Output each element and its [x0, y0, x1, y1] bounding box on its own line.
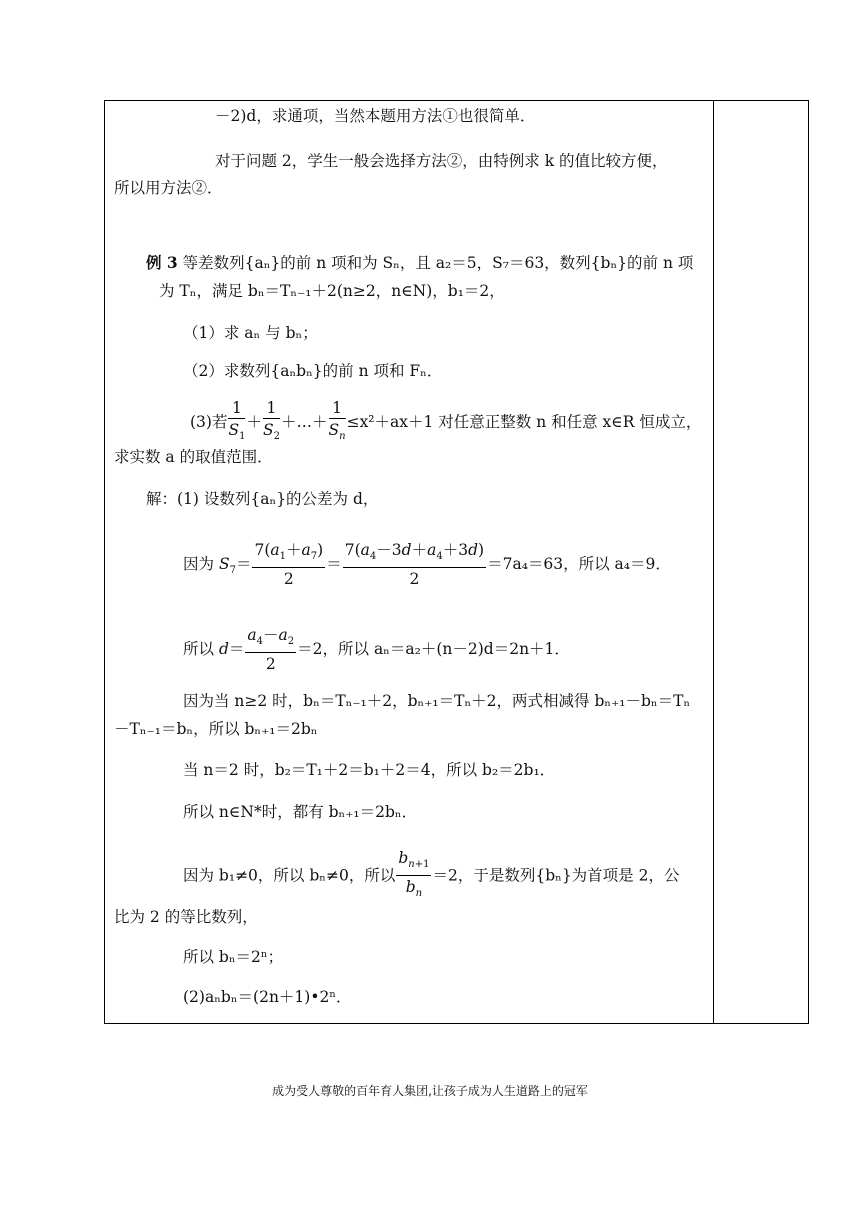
text-line: 因为当 n≥2 时，bₙ＝Tₙ₋₁＋2，bₙ₊₁＝Tₙ＋2，两式相减得 bₙ₊₁－bₙ＝Tₙ: [183, 692, 691, 710]
example-line: 例 3 等差数列{aₙ}的前 n 项和为 Sₙ，且 a₂＝5，S₇＝63，数列{bₙ}的前 n 项: [146, 253, 694, 272]
text-line: －Tₙ₋₁＝bₙ，所以 bₙ₊₁＝2bₙ: [114, 720, 318, 738]
text-line: 所以 n∈N*时，都有 bₙ₊₁＝2bₙ．: [183, 803, 418, 821]
question-2: （2）求数列{aₙbₙ}的前 n 项和 Fₙ．: [183, 362, 443, 380]
text-line: (2)aₙbₙ＝(2n＋1)•2ⁿ．: [183, 988, 352, 1006]
text-line: 当 n＝2 时，b₂＝T₁＋2＝b₁＋2＝4，所以 b₂＝2b₁．: [183, 761, 556, 779]
table-column-divider: [713, 100, 714, 1024]
text-line: 所以用方法②．: [114, 179, 223, 197]
solution-line: 解：(1) 设数列{aₙ}的公差为 d，: [146, 490, 379, 508]
example-line: 为 Tₙ，满足 bₙ＝Tₙ₋₁＋2(n≥2，n∈N)，b₁＝2，: [159, 282, 505, 300]
formula-ratio: 因为 b₁≠0，所以 bₙ≠0，所以 $\frac{b_{n+1}}{b_n}$ ＝2，于是数列{bₙ}为首项是 2，公: [183, 849, 680, 900]
example-label: 例 3: [146, 253, 178, 272]
page-footer: 成为受人尊敬的百年育人集团,让孩子成为人生道路上的冠军: [272, 1084, 588, 1098]
text-line: 比为 2 的等比数列，: [114, 908, 258, 926]
formula-d: 所以 d＝ $\frac{a_4-a_2}{2}$ ＝2，所以 aₙ＝a₂＋(n－2)d＝2n＋1．: [183, 626, 570, 674]
formula-s7: 因为 $S_7=$ $\frac{7(a_1+a_7)}{2}$ ＝ $\frac{7(a_4-3d+a_4+3d)}{2}$ ＝7a₄＝63，所以 a₄＝9．: [183, 541, 671, 589]
text-line: 求实数 a 的取值范围．: [114, 448, 273, 466]
question-3: (3)若 $\frac{1}{S_1}$ ＋ $\frac{1}{S_2}$ ＋…＋ $\frac{1}{S_n}$ ≤x²＋ax＋1 对任意正整数 n 和任意 x∈R 恒成立，: [190, 399, 702, 443]
text-line: 所以 bₙ＝2ⁿ；: [183, 948, 284, 966]
question-1: （1）求 aₙ 与 bₙ；: [183, 324, 318, 342]
text-line: －2)d，求通项，当然本题用方法①也很简单．: [215, 107, 536, 125]
text-line: 对于问题 2，学生一般会选择方法②，由特例求 k 的值比较方便，: [215, 152, 668, 170]
